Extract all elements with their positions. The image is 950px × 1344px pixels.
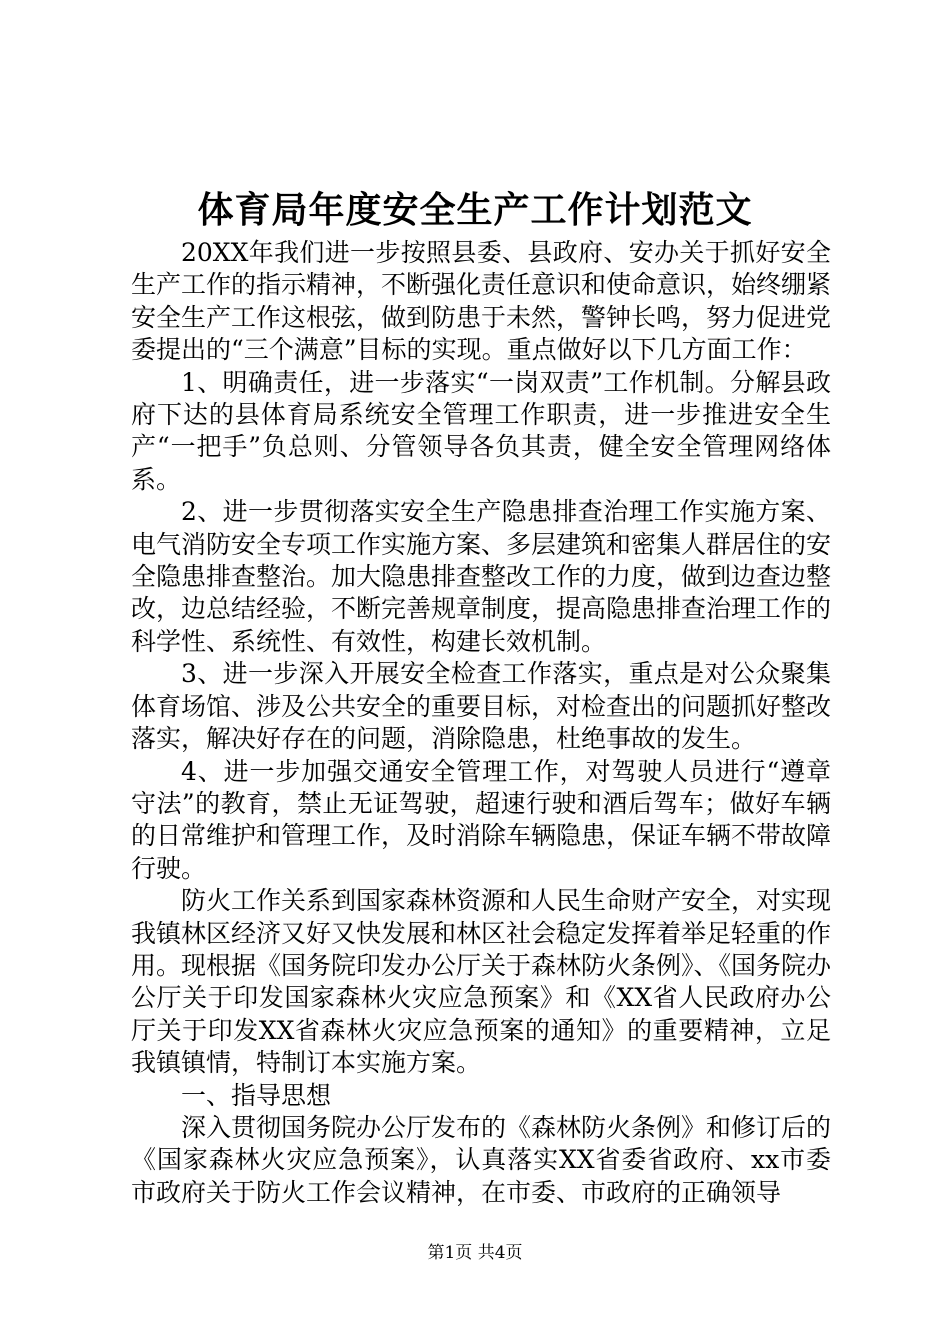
page-footer: 第1页 共4页 <box>427 1243 523 1263</box>
document-title: 体育局年度安全生产工作计划范文 <box>197 189 753 231</box>
paragraph-item-1: 1、明确责任，进一步落实“一岗双责”工作机制。分解县政府下达的县体育局系统安全管理工作职责，进一步推进安全生产“一把手”负总则、分管领导各负其责，健全安全管理网络体系。 <box>131 367 831 494</box>
paragraph-item-2: 2、进一步贯彻落实安全生产隐患排查治理工作实施方案、电气消防安全专项工作实施方案、多层建筑和密集人群居住的安全隐患排查整治。加大隐患排查整改工作的力度，做到边查边整改，边总结经验，不断完善规章制度，提高隐患排查治理工作的科学性、系统性、有效性，构建长效机制。 <box>131 497 832 656</box>
paragraph-item-4: 4、进一步加强交通安全管理工作，对驾驶人员进行“遵章守法”的教育，禁止无证驾驶，超速行驶和酒后驾车；做好车辆的日常维护和管理工作，及时消除车辆隐患，保证车辆不带故障行驶。 <box>131 756 832 883</box>
document-body <box>131 237 831 1209</box>
paragraph-intro: 20XX年我们进一步按照县委、县政府、安办关于抓好安全生产工作的指示精神，不断强化责任意识和使命意识，始终绷紧安全生产工作这根弦，做到防患于未然，警钟长鸣，努力促进党委提出的“三个满意”目标的实现。重点做好以下几方面工作： <box>131 238 832 365</box>
section-heading-guiding-thought: 一、指导思想 <box>181 1080 332 1110</box>
paragraph-fire-prevention: 防火工作关系到国家森林资源和人民生命财产安全，对实现我镇林区经济又好又快发展和林区社会稳定发挥着举足轻重的作用。现根据《国务院印发办公厅关于森林防火条例》、《国务院办公厅关于印发国家森林火灾应急预案》和《XX省人民政府办公厅关于印发XX省森林火灾应急预案的通知》的重要精神，立足我镇镇情，特制订本实施方案。 <box>131 886 832 1078</box>
paragraph-guiding-thought: 深入贯彻国务院办公厅发布的《森林防火条例》和修订后的《国家森林火灾应急预案》，认真落实XX省委省政府、xx市委市政府关于防火工作会议精神，在市委、市政府的正确领导 <box>131 1112 832 1207</box>
paragraph-item-3: 3、进一步深入开展安全检查工作落实，重点是对公众聚集体育场馆、涉及公共安全的重要目标，对检查出的问题抓好整改落实，解决好存在的问题，消除隐患，杜绝事故的发生。 <box>131 659 832 754</box>
